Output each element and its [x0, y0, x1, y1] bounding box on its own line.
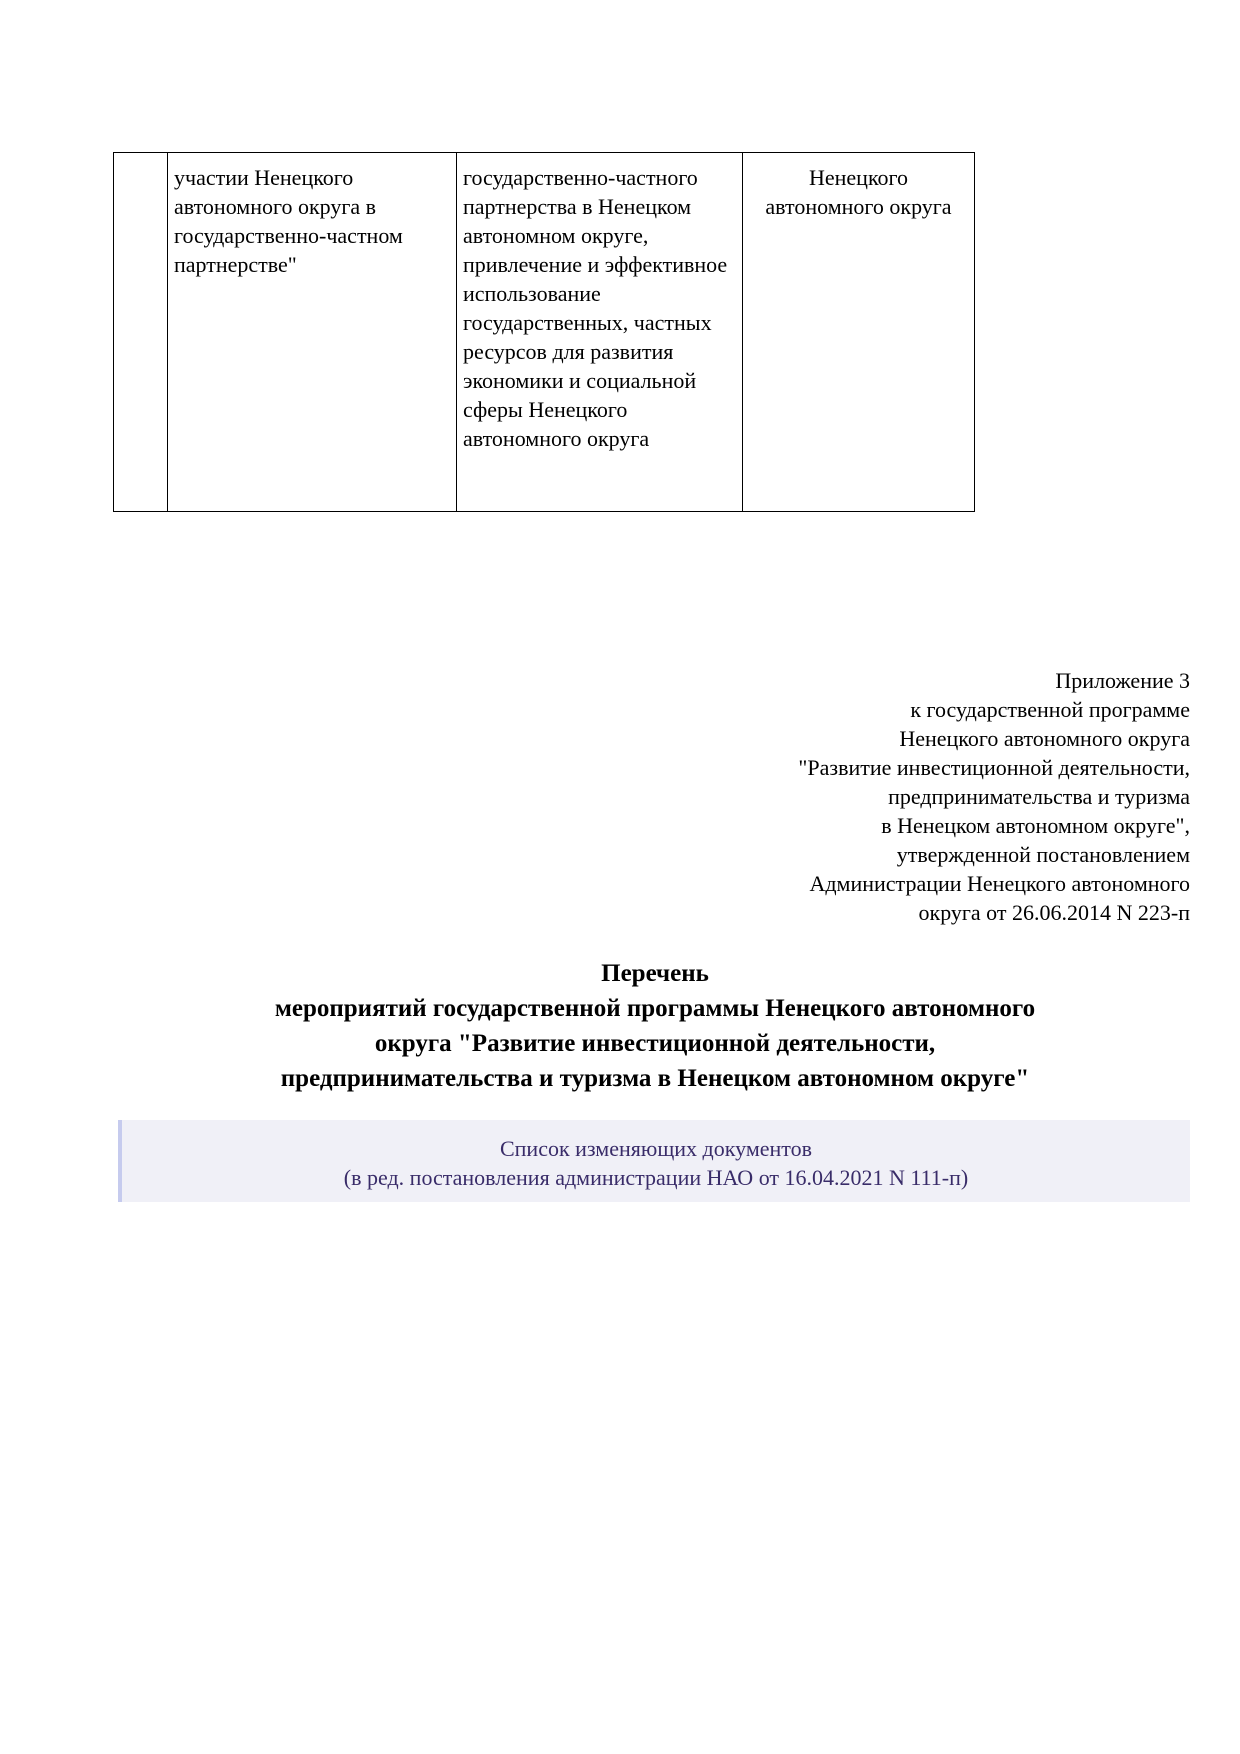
- appendix-line: предпринимательства и туризма: [888, 784, 1190, 809]
- appendix-line: к государственной программе: [910, 697, 1190, 722]
- title-line: мероприятий государственной программы Ненецкого автономного: [274, 995, 1036, 1022]
- appendix-line: Администрации Ненецкого автономного: [809, 871, 1190, 896]
- table-cell-goal: государственно-частного партнерства в Ненецком автономном округе, привлечение и эффективное использование государственных, частных ресурсов для развития экономики и социальной сферы Ненецкого автономного округа: [457, 153, 743, 512]
- table-cell-executor: Ненецкого автономного округа: [743, 153, 975, 512]
- amendments-detail: (в ред. постановления администрации НАО от 16.04.2021 N 111-п): [343, 1165, 969, 1190]
- measures-table: [113, 152, 975, 512]
- amendments-box: [118, 1120, 1190, 1202]
- appendix-line: округа от 26.06.2014 N 223-п: [918, 900, 1190, 925]
- appendix-line: "Развитие инвестиционной деятельности,: [798, 755, 1190, 780]
- appendix-header: [490, 666, 1190, 927]
- appendix-line: Ненецкого автономного округа: [899, 726, 1190, 751]
- amendments-heading: Список изменяющих документов: [499, 1136, 812, 1161]
- title-line: Перечень: [601, 960, 709, 987]
- table-cell-name: участии Ненецкого автономного округа в государственно-частном партнерстве": [168, 153, 457, 512]
- appendix-line: Приложение 3: [1055, 668, 1190, 693]
- title-line: округа "Развитие инвестиционной деятельности,: [374, 1030, 936, 1057]
- appendix-line: утвержденной постановлением: [896, 842, 1190, 867]
- title-line: предпринимательства и туризма в Ненецком автономном округе": [280, 1065, 1030, 1092]
- document-title: [100, 956, 1210, 1096]
- table-cell-number: [114, 153, 168, 512]
- appendix-line: в Ненецком автономном округе",: [881, 813, 1190, 838]
- table-row: [114, 153, 975, 512]
